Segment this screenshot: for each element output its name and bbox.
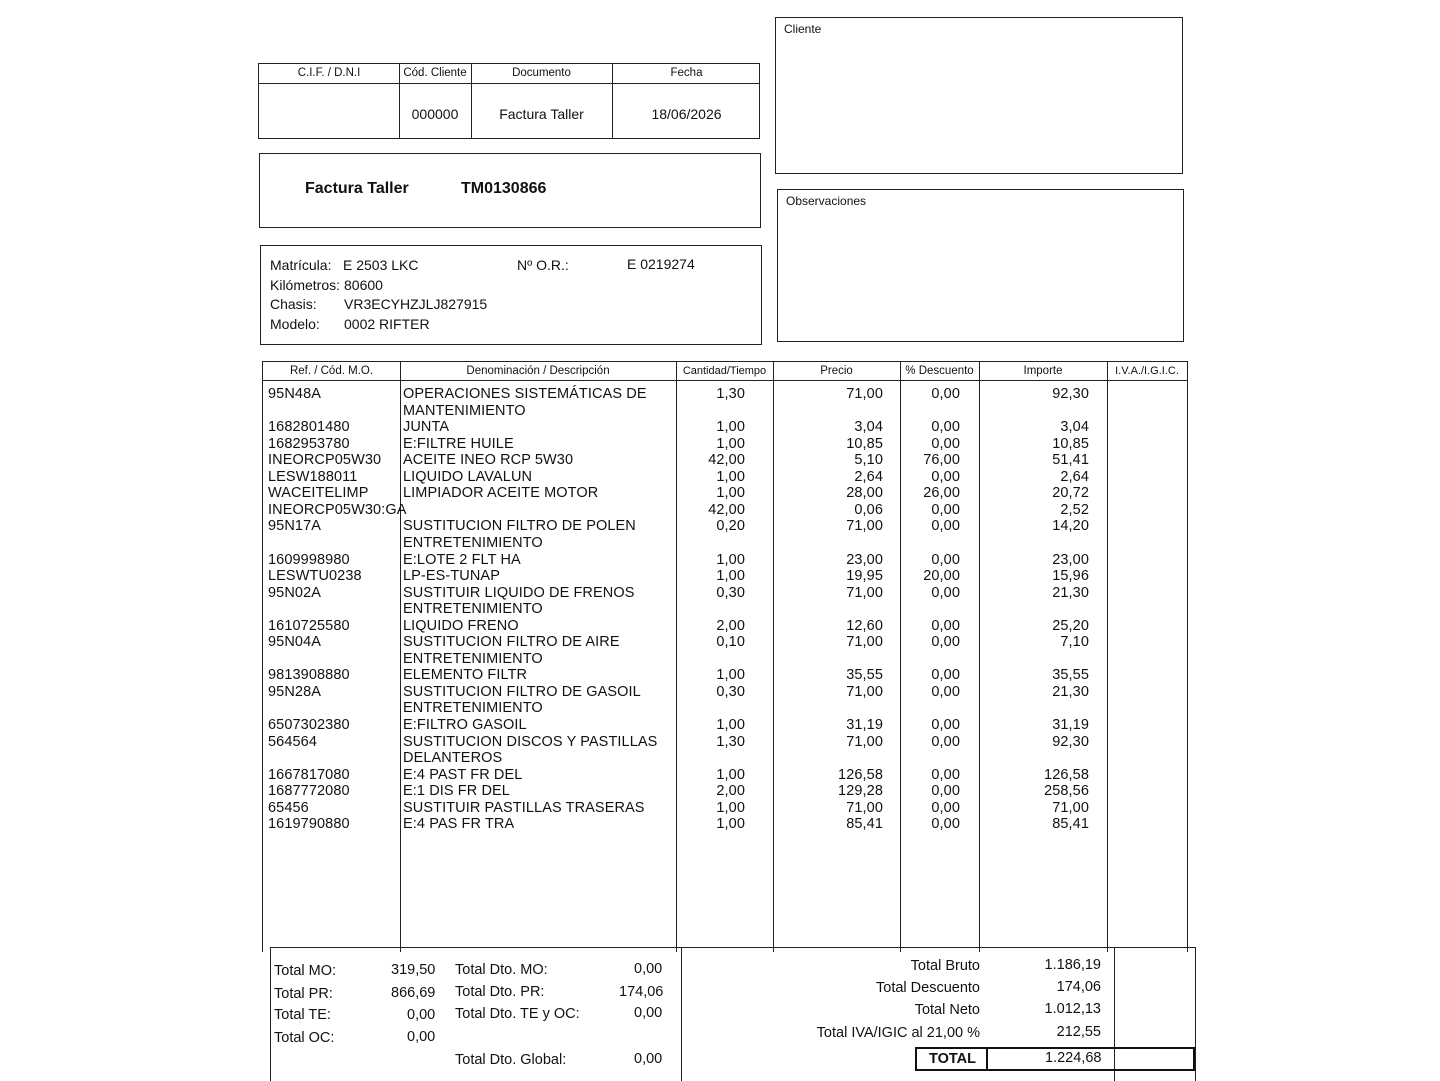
line-cant: 0,30 xyxy=(716,584,745,601)
totals-section xyxy=(270,947,1196,1081)
line-desc: E:1 DIS FR DEL xyxy=(403,783,510,800)
line-cant: 1,00 xyxy=(716,419,745,436)
total-dto-pr-label: Total Dto. PR: xyxy=(455,984,545,1000)
line-desc: ENTRETENIMIENTO xyxy=(403,650,543,667)
line-dto: 0,00 xyxy=(931,617,960,634)
col-desc-header: Denominación / Descripción xyxy=(466,365,610,377)
total-dto-mo-value: 0,00 xyxy=(634,961,663,977)
total-dto-teoc-label: Total Dto. TE y OC: xyxy=(455,1006,580,1022)
line-cant: 42,00 xyxy=(708,501,745,518)
line-desc: SUSTITUCION DISCOS Y PASTILLAS xyxy=(403,733,658,750)
line-cant: 1,30 xyxy=(716,386,745,402)
line-cant: 1,00 xyxy=(716,717,745,733)
line-precio: 12,60 xyxy=(846,617,883,634)
modelo-label: Modelo: xyxy=(270,316,320,332)
observaciones-box xyxy=(777,189,1184,342)
total-dto-mo-label: Total Dto. MO: xyxy=(455,962,548,978)
line-ref: 564564 xyxy=(268,733,317,750)
vehicle-info-box xyxy=(260,245,762,345)
line-dto: 0,00 xyxy=(931,435,960,452)
line-desc: LIQUIDO FRENO xyxy=(403,617,519,634)
line-dto: 0,00 xyxy=(931,667,960,684)
line-dto: 0,00 xyxy=(931,518,960,535)
total-pr-label: Total PR: xyxy=(274,986,333,1002)
line-desc: SUSTITUCION FILTRO DE GASOIL xyxy=(403,683,641,700)
line-desc: SUSTITUCION FILTRO DE POLEN xyxy=(403,518,636,535)
line-ref: 9813908880 xyxy=(268,667,350,684)
modelo-value: 0002 RIFTER xyxy=(344,316,430,332)
line-precio: 5,10 xyxy=(854,452,883,469)
invoice-type: Factura Taller xyxy=(305,180,409,197)
chasis-label: Chasis: xyxy=(270,296,317,312)
line-importe: 10,85 xyxy=(1052,435,1089,452)
line-precio: 71,00 xyxy=(846,518,883,535)
total-mo-label: Total MO: xyxy=(274,963,337,979)
line-desc: ENTRETENIMIENTO xyxy=(403,700,543,717)
line-importe: 92,30 xyxy=(1052,386,1089,402)
total-oc-value: 0,00 xyxy=(407,1029,436,1045)
line-precio: 126,58 xyxy=(838,766,883,783)
line-precio: 3,04 xyxy=(854,419,883,436)
line-cant: 1,00 xyxy=(716,799,745,816)
documento-label: Documento xyxy=(512,67,571,79)
line-dto: 0,00 xyxy=(931,584,960,601)
total-bruto-value: 1.186,19 xyxy=(1044,957,1101,973)
total-te-value: 0,00 xyxy=(407,1007,436,1023)
line-precio: 19,95 xyxy=(846,568,883,585)
line-importe: 2,52 xyxy=(1060,501,1089,518)
total-dto-teoc-value: 0,00 xyxy=(634,1005,663,1021)
line-importe: 2,64 xyxy=(1060,468,1089,485)
line-cant: 1,00 xyxy=(716,816,745,833)
line-dto: 0,00 xyxy=(931,799,960,816)
line-importe: 21,30 xyxy=(1052,683,1089,700)
invoice-lines-table xyxy=(262,361,1188,952)
line-cant: 1,00 xyxy=(716,667,745,684)
total-te-label: Total TE: xyxy=(274,1007,331,1023)
line-cant: 42,00 xyxy=(708,452,745,469)
line-precio: 35,55 xyxy=(846,667,883,684)
line-dto: 0,00 xyxy=(931,501,960,518)
line-desc: E:LOTE 2 FLT HA xyxy=(403,551,521,568)
line-desc: E:FILTRO GASOIL xyxy=(403,717,527,733)
line-desc: LIMPIADOR ACEITE MOTOR xyxy=(403,485,599,502)
total-pr-value: 866,69 xyxy=(391,985,436,1001)
line-cant: 1,00 xyxy=(716,485,745,502)
line-desc: JUNTA xyxy=(403,419,450,436)
line-importe: 15,96 xyxy=(1052,568,1089,585)
line-dto: 0,00 xyxy=(931,766,960,783)
line-importe: 3,04 xyxy=(1060,419,1089,436)
cod-cliente-value: 000000 xyxy=(411,106,459,122)
line-precio: 71,00 xyxy=(846,799,883,816)
line-dto: 0,00 xyxy=(931,816,960,833)
or-label: Nº O.R.: xyxy=(517,257,569,273)
cod-cliente-label: Cód. Cliente xyxy=(403,67,467,79)
line-ref: 1682953780 xyxy=(268,435,350,452)
line-ref: 95N02A xyxy=(268,584,321,601)
line-ref: LESWTU0238 xyxy=(268,568,362,585)
line-precio: 31,19 xyxy=(846,717,883,733)
line-ref: 1682801480 xyxy=(268,419,350,436)
line-importe: 92,30 xyxy=(1052,733,1089,750)
line-ref: LESW188011 xyxy=(268,468,358,485)
line-importe: 14,20 xyxy=(1052,518,1089,535)
or-value: E 0219274 xyxy=(627,256,695,272)
line-ref: 95N28A xyxy=(268,683,321,700)
line-importe: 20,72 xyxy=(1052,485,1089,502)
line-cant: 1,30 xyxy=(716,733,745,750)
col-iva-header: I.V.A./I.G.I.C. xyxy=(1115,365,1179,377)
col-dto-header: % Descuento xyxy=(905,365,974,377)
line-desc: LIQUIDO LAVALUN xyxy=(403,468,533,485)
line-cant: 2,00 xyxy=(716,783,745,800)
line-dto: 20,00 xyxy=(923,568,960,585)
line-dto: 0,00 xyxy=(931,386,960,402)
line-cant: 0,20 xyxy=(716,518,745,535)
line-dto: 76,00 xyxy=(923,452,960,469)
line-precio: 28,00 xyxy=(846,485,883,502)
total-neto-value: 1.012,13 xyxy=(1044,1001,1101,1017)
line-desc: E:4 PAS FR TRA xyxy=(403,816,515,833)
line-dto: 0,00 xyxy=(931,634,960,651)
col-importe-header: Importe xyxy=(1023,365,1063,377)
line-ref: WACEITELIMP xyxy=(268,485,369,502)
fecha-label: Fecha xyxy=(670,67,703,79)
line-dto: 0,00 xyxy=(931,551,960,568)
line-ref: 65456 xyxy=(268,799,309,816)
line-desc: SUSTITUIR LIQUIDO DE FRENOS xyxy=(403,584,635,601)
line-dto: 0,00 xyxy=(931,419,960,436)
total-mo-value: 319,50 xyxy=(391,962,436,978)
line-desc: OPERACIONES SISTEMÁTICAS DE xyxy=(403,386,647,402)
line-ref: 95N48A xyxy=(268,386,321,402)
line-dto: 0,00 xyxy=(931,468,960,485)
matricula-label: Matrícula: xyxy=(270,257,332,273)
line-cant: 1,00 xyxy=(716,551,745,568)
matricula-value: E 2503 LKC xyxy=(343,257,419,273)
col-cant-header: Cantidad/Tiempo xyxy=(682,365,767,377)
line-desc: SUSTITUIR PASTILLAS TRASERAS xyxy=(403,799,645,816)
total-dto-pr-value: 174,06 xyxy=(619,984,664,1000)
line-ref: 95N04A xyxy=(268,634,321,651)
line-importe: 31,19 xyxy=(1052,717,1089,733)
total-oc-label: Total OC: xyxy=(274,1030,335,1046)
line-dto: 0,00 xyxy=(931,783,960,800)
chasis-value: VR3ECYHZJLJ827915 xyxy=(344,296,488,312)
line-cant: 1,00 xyxy=(716,568,745,585)
line-importe: 23,00 xyxy=(1052,551,1089,568)
total-iva-label: Total IVA/IGIC al 21,00 % xyxy=(816,1025,980,1041)
line-ref: 95N17A xyxy=(268,518,321,535)
line-importe: 21,30 xyxy=(1052,584,1089,601)
line-desc: ENTRETENIMIENTO xyxy=(403,601,543,618)
km-value: 80600 xyxy=(344,277,383,293)
fecha-value: 18/06/2026 xyxy=(651,106,722,122)
line-importe: 71,00 xyxy=(1052,799,1089,816)
line-cant: 1,00 xyxy=(716,468,745,485)
cliente-box xyxy=(775,17,1183,174)
line-ref: 1610725580 xyxy=(268,617,350,634)
line-importe: 85,41 xyxy=(1052,816,1089,833)
line-precio: 129,28 xyxy=(838,783,883,800)
line-precio: 0,06 xyxy=(854,501,883,518)
line-desc: E:FILTRE HUILE xyxy=(403,435,514,452)
line-ref: 1667817080 xyxy=(268,766,350,783)
documento-value: Factura Taller xyxy=(499,106,584,122)
line-cant: 2,00 xyxy=(716,617,745,634)
total-dto-global-value: 0,00 xyxy=(634,1051,663,1067)
document-header-table xyxy=(258,63,760,139)
col-precio-header: Precio xyxy=(820,365,853,377)
km-label: Kilómetros: xyxy=(270,277,341,293)
invoice-title-box xyxy=(259,153,761,228)
line-desc: SUSTITUCION FILTRO DE AIRE xyxy=(403,634,620,651)
total-descuento-value: 174,06 xyxy=(1056,979,1101,995)
cliente-label: Cliente xyxy=(784,22,822,36)
line-desc: LP-ES-TUNAP xyxy=(403,568,500,585)
line-precio: 71,00 xyxy=(846,584,883,601)
line-dto: 0,00 xyxy=(931,733,960,750)
line-precio: 23,00 xyxy=(846,551,883,568)
line-precio: 71,00 xyxy=(846,634,883,651)
line-ref: 6507302380 xyxy=(268,717,350,733)
line-ref: 1687772080 xyxy=(268,783,350,800)
line-precio: 71,00 xyxy=(846,386,883,402)
observaciones-label: Observaciones xyxy=(786,194,867,208)
line-ref: INEORCP05W30 xyxy=(268,452,382,469)
total-dto-global-label: Total Dto. Global: xyxy=(455,1052,567,1068)
line-precio: 71,00 xyxy=(846,733,883,750)
line-importe: 126,58 xyxy=(1044,766,1089,783)
line-precio: 10,85 xyxy=(846,435,883,452)
col-ref-header: Ref. / Cód. M.O. xyxy=(289,365,374,377)
total-neto-label: Total Neto xyxy=(914,1002,980,1018)
grand-total-value: 1.224,68 xyxy=(1045,1050,1102,1066)
line-dto: 0,00 xyxy=(931,717,960,733)
line-importe: 35,55 xyxy=(1052,667,1089,684)
line-cant: 1,00 xyxy=(716,766,745,783)
line-precio: 71,00 xyxy=(846,683,883,700)
line-cant: 0,30 xyxy=(716,683,745,700)
cif-label: C.I.F. / D.N.I xyxy=(297,67,361,79)
line-desc: ENTRETENIMIENTO xyxy=(403,534,543,551)
line-desc: DELANTEROS xyxy=(403,750,503,767)
line-ref: 1619790880 xyxy=(268,816,350,833)
total-bruto-label: Total Bruto xyxy=(910,958,980,974)
total-descuento-label: Total Descuento xyxy=(876,980,980,996)
grand-total-label: TOTAL xyxy=(929,1051,976,1067)
total-iva-value: 212,55 xyxy=(1056,1024,1101,1040)
line-dto: 0,00 xyxy=(931,683,960,700)
line-importe: 25,20 xyxy=(1052,617,1089,634)
line-precio: 85,41 xyxy=(846,816,883,833)
line-cant: 0,10 xyxy=(716,634,745,651)
line-precio: 2,64 xyxy=(854,468,883,485)
line-dto: 26,00 xyxy=(923,485,960,502)
grand-total-box xyxy=(915,1047,1195,1071)
line-importe: 258,56 xyxy=(1044,783,1089,800)
line-importe: 7,10 xyxy=(1060,634,1089,651)
line-ref: INEORCP05W30:GA xyxy=(268,501,407,518)
line-desc: E:4 PAST FR DEL xyxy=(403,766,523,783)
line-desc: ACEITE INEO RCP 5W30 xyxy=(403,452,574,469)
line-desc: ELEMENTO FILTR xyxy=(403,667,528,684)
line-ref: 1609998980 xyxy=(268,551,350,568)
line-cant: 1,00 xyxy=(716,435,745,452)
invoice-number: TM0130866 xyxy=(461,180,547,197)
line-desc: MANTENIMIENTO xyxy=(403,402,526,419)
line-importe: 51,41 xyxy=(1052,452,1089,469)
